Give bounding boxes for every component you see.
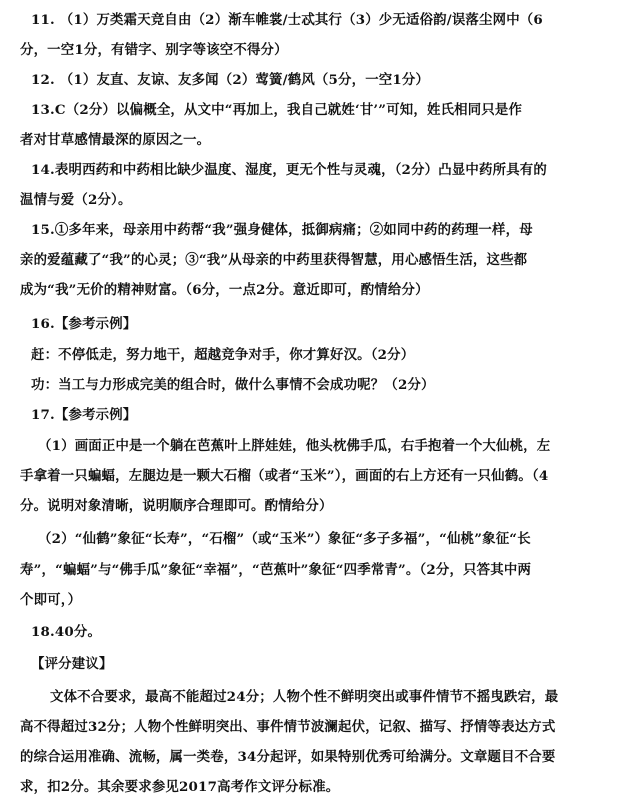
q16-header: 16.【参考示例】 — [31, 316, 137, 332]
q17-p2-line-2: 寿”，“蝙蝠”与“佛手瓜”象征“幸福”，“芭蕉叶”象征“四季常青”。（2分，只答其中两 — [20, 562, 532, 578]
q18-line-2: 文体不合要求，最高不能超过24分；人物个性不鲜明突出或事件情节不摇曳跌宕，最 — [50, 689, 559, 705]
q14-line-1: 14.表明西药和中药相比缺少温度、湿度，更无个性与灵魂，（2分）凸显中药所具有的 — [31, 162, 547, 178]
q14-line-2: 温情与爱（2分）。 — [20, 192, 132, 208]
q16-line-1: 赶：不停低走，努力地干，超越竞争对手，你才算好汉。（2分） — [31, 347, 415, 363]
q13-line-2: 者对甘草感情最深的原因之一。 — [20, 132, 211, 148]
q12-line-1: 12. （1）友直、友谅、友多闻（2）莺簧/鹤风（5分，一空1分） — [31, 72, 430, 88]
q15-line-1: 15.①多年来，母亲用中药帮“我”强身健体，抵御病痛；②如同中药的药理一样，母 — [31, 222, 533, 238]
q16-line-2: 功：当工与力形成完美的组合时，做什么事情不会成功呢？（2分） — [31, 377, 435, 393]
q18-line-3: 高不得超过32分；人物个性鲜明突出、事件情节波澜起伏，记叙、描写、抒情等表达方式 — [20, 719, 556, 735]
q17-p1-line-2: 手拿着一只蝙蝠，左腿边是一颗大石榴（或者“玉米”），画面的右上方还有一只仙鹤。（4 — [20, 468, 549, 484]
q18-line-4: 的综合运用准确、流畅，属一类卷，34分起评，如果特别优秀可给满分。文章题目不合要 — [20, 749, 556, 765]
q15-line-2: 亲的爱蕴藏了“我”的心灵；③“我”从母亲的中药里获得智慧，用心感悟生活，这些都 — [20, 252, 528, 268]
q18-line-1: 18.40分。 — [31, 624, 102, 640]
q17-header: 17.【参考示例】 — [31, 407, 137, 423]
q17-p1-line-1: （1）画面正中是一个躺在芭蕉叶上胖娃娃，他头枕佛手瓜，右手抱着一个大仙桃，左 — [38, 438, 551, 454]
q18-grading-header: 【评分建议】 — [31, 656, 113, 672]
q18-line-5: 求，扣2分。其余要求参见2017高考作文评分标准。 — [20, 779, 340, 795]
q17-p1-line-3: 分。说明对象清晰，说明顺序合理即可。酌情给分） — [20, 498, 333, 514]
q17-p2-line-3: 个即可，） — [20, 592, 82, 608]
q13-line-1: 13.C（2分）以偏概全，从文中“再加上，我自己就姓‘甘’”可知，姓氏相同只是作 — [31, 102, 523, 118]
q15-line-3: 成为“我”无价的精神财富。（6分，一点2分。意近即可，酌情给分） — [20, 282, 429, 298]
q17-p2-line-1: （2）“仙鹤”象征“长寿”，“石榴”（或“玉米”）象征“多子多福”，“仙桃”象征“长 — [38, 531, 531, 547]
q11-line-2: 分，一空1分，有错字、别字等该空不得分） — [20, 42, 288, 58]
q11-line-1: 11. （1）万类霜天竞自由（2）渐车帷裳/士忒其行（3）少无适俗韵/误落尘网中（6 — [31, 12, 543, 28]
